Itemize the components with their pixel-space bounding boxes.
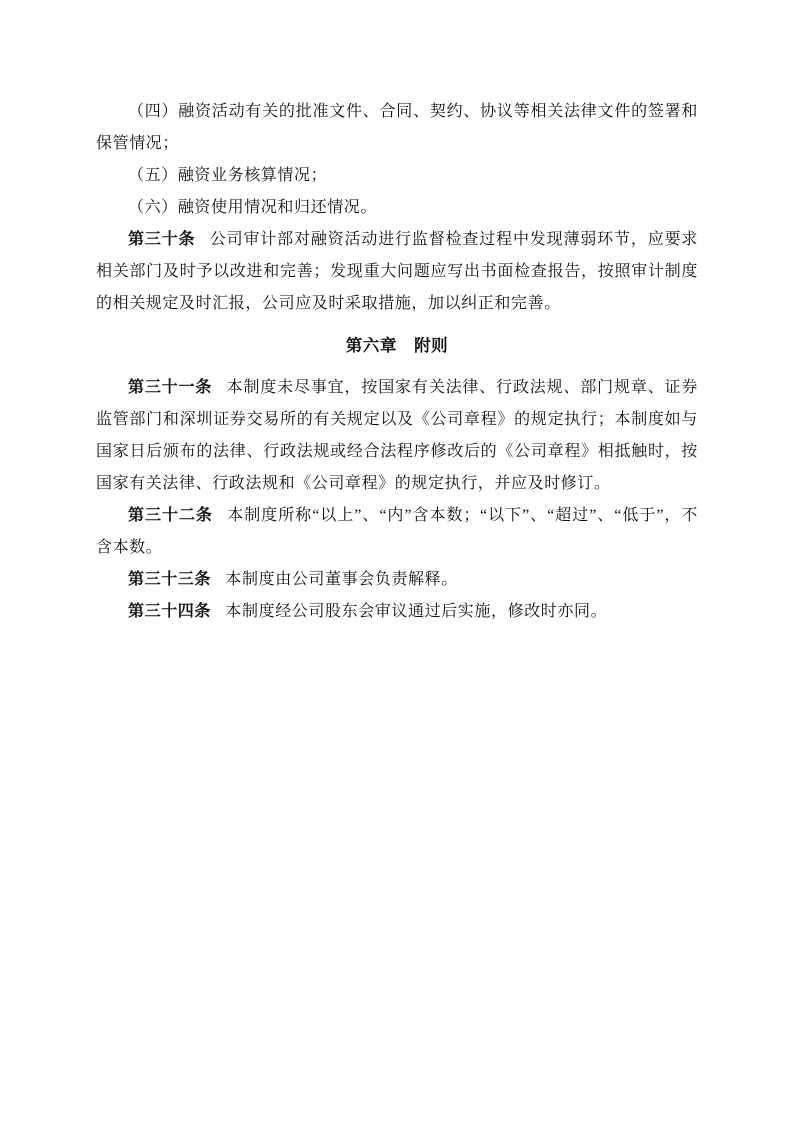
article-30-text: 公司审计部对融资活动进行监督检查过程中发现薄弱环节，应要求相关部门及时予以改进和完善；发现重大问题应写出书面检查报告，按照审计制度的相关规定及时汇报，公司应及时采取措施，加以纠正和完善。 [96, 231, 698, 312]
article-31-number: 第三十一条 [128, 379, 213, 396]
article-33-text: 本制度由公司董事会负责解释。 [225, 571, 458, 588]
article-30 [96, 224, 698, 320]
article-30-number: 第三十条 [128, 231, 196, 248]
article-32-text: 本制度所称“以上”、“内”含本数；“以下”、“超过”、“低于”，不含本数。 [96, 507, 698, 556]
article-31-text: 本制度未尽事宜，按国家有关法律、行政法规、部门规章、证券监管部门和深圳证券交易所的有关规定以及《公司章程》的规定执行；本制度如与国家日后颁布的法律、行政法规或经合法程序修改后的《公司章程》相抵触时，按国家有关法律、行政法规和《公司章程》的规定执行，并应及时修订。 [96, 379, 698, 492]
article-32 [96, 500, 698, 564]
article-34-text: 本制度经公司股东会审议通过后实施，修改时亦同。 [225, 603, 608, 620]
article-34-number: 第三十四条 [128, 603, 212, 620]
article-34 [96, 596, 698, 628]
article-33 [96, 564, 698, 596]
list-item-five: （五）融资业务核算情况； [128, 167, 328, 184]
article-33-number: 第三十三条 [128, 571, 212, 588]
article-32-number: 第三十二条 [128, 507, 213, 524]
list-item-four: （四）融资活动有关的批准文件、合同、契约、协议等相关法律文件的签署和保管情况； [96, 103, 698, 152]
article-31 [96, 372, 698, 500]
chapter-heading: 第六章 附则 [345, 336, 449, 355]
list-item-six: （六）融资使用情况和归还情况。 [128, 199, 378, 216]
